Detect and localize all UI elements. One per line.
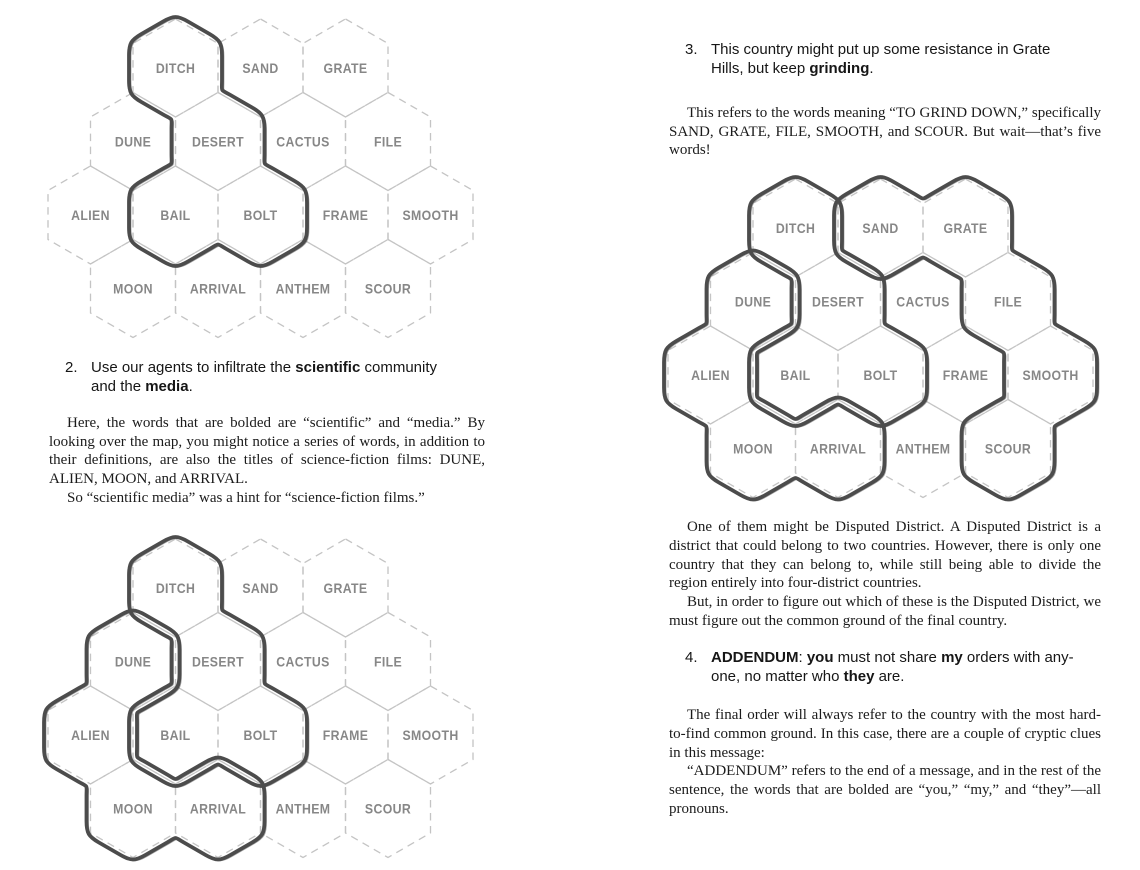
paragraph-block-disputed — [669, 518, 1101, 630]
hex-label-desert: DESERT — [191, 133, 245, 150]
hex-label-group-frame — [323, 207, 369, 223]
hex-label-group-moon — [733, 441, 773, 457]
hex-label-anthem: ANTHEM — [275, 800, 331, 817]
bold-keyword: they — [843, 668, 875, 686]
paragraph-block-left — [49, 414, 485, 508]
text-segment: Use our agents to infiltrate the — [91, 359, 296, 376]
hex-label-group-sand — [862, 220, 898, 236]
hex-label-group-bail — [160, 207, 190, 223]
hex-label-frame: FRAME — [322, 207, 369, 224]
right-page-column — [669, 0, 1101, 819]
hex-label-group-arrival — [810, 441, 866, 457]
map-two-countries — [39, 520, 483, 870]
hex-label-group-bail — [780, 367, 810, 383]
bold-keyword: ADDENDUM — [711, 649, 799, 667]
hex-label-anthem: ANTHEM — [275, 280, 331, 297]
hex-label-moon: MOON — [113, 800, 153, 817]
paragraph: “ADDENDUM” refers to the end of a message, and in the rest of the sentence, the words that are bolded are “you,” “my,” and “they”—all pronouns. — [669, 763, 1101, 817]
hex-label-grate: GRATE — [943, 220, 988, 237]
hex-label-grate: GRATE — [323, 60, 368, 77]
hex-label-group-alien — [691, 367, 730, 383]
hex-label-group-dune — [735, 294, 771, 310]
hex-label-group-frame — [323, 727, 369, 743]
bold-keyword: media — [145, 378, 189, 395]
text-segment: must not share — [833, 649, 942, 667]
hex-label-group-cactus — [276, 653, 329, 669]
paragraph: So “scientific media” was a hint for “science-fiction films.” — [67, 489, 425, 506]
hex-label-group-file — [374, 134, 402, 150]
hex-label-group-desert — [192, 134, 244, 150]
hex-label-alien: ALIEN — [71, 726, 110, 743]
hex-label-alien: ALIEN — [691, 367, 730, 384]
bold-keyword: my — [941, 649, 963, 667]
hex-label-grate: GRATE — [323, 579, 368, 596]
hex-label-group-anthem — [276, 800, 331, 816]
hex-label-group-grate — [324, 60, 368, 76]
hex-label-group-cactus — [896, 294, 949, 310]
hex-label-desert: DESERT — [191, 653, 245, 670]
hex-label-group-bolt — [864, 367, 898, 383]
hex-label-scour: SCOUR — [364, 280, 412, 297]
hex-label-group-bolt — [244, 727, 278, 743]
text-segment: community — [360, 359, 437, 376]
hex-label-group-anthem — [276, 281, 331, 297]
text-segment: This country might put up some resistance in Grate — [711, 41, 1051, 58]
hex-label-sand: SAND — [242, 579, 279, 596]
hex-label-smooth: SMOOTH — [402, 726, 459, 743]
map-three-countries — [659, 160, 1103, 514]
hex-label-group-grate — [944, 220, 988, 236]
hex-label-anthem: ANTHEM — [895, 440, 951, 457]
text-line — [711, 667, 1101, 686]
hex-label-alien: ALIEN — [71, 207, 110, 224]
hex-label-group-ditch — [156, 580, 195, 596]
text-segment: : — [798, 649, 807, 667]
hex-label-group-dune — [115, 653, 151, 669]
hex-label-ditch: DITCH — [155, 579, 196, 596]
text-segment: are. — [874, 668, 905, 686]
hex-label-file: FILE — [373, 133, 403, 150]
hex-label-dune: DUNE — [114, 133, 152, 150]
bold-keyword: you — [806, 649, 834, 667]
text-line — [711, 648, 1101, 667]
paragraph: Here, the words that are bolded are “scientific” and “media.” By looking over the map, you might notice a series of words, in addition to their definitions, are also the titles of science-fiction films: DUNE, ALIEN, MOON, and ARRIVAL. — [49, 415, 485, 488]
hex-label-sand: SAND — [862, 220, 899, 237]
hex-label-dune: DUNE — [114, 653, 152, 670]
hex-label-group-anthem — [896, 441, 951, 457]
text-segment: Hills, but keep — [711, 60, 810, 77]
hex-label-desert: DESERT — [811, 293, 865, 310]
hex-label-group-scour — [985, 441, 1031, 457]
hex-label-scour: SCOUR — [364, 800, 412, 817]
text-segment: . — [188, 378, 193, 395]
hex-label-group-bolt — [244, 207, 278, 223]
hex-label-frame: FRAME — [322, 726, 369, 743]
hex-label-group-scour — [365, 800, 411, 816]
hex-label-group-frame — [943, 367, 989, 383]
hex-label-bolt: BOLT — [243, 207, 278, 224]
hex-map-diagram-2 — [39, 520, 485, 870]
hex-label-group-moon — [113, 281, 153, 297]
hex-label-group-ditch — [776, 220, 815, 236]
hex-label-bail: BAIL — [160, 207, 191, 224]
hex-label-frame: FRAME — [942, 367, 989, 384]
hex-label-group-smooth — [402, 207, 458, 223]
text-line — [711, 40, 1101, 59]
hex-map-diagram-1 — [39, 0, 485, 354]
left-page-column — [49, 0, 485, 870]
hex-label-group-bail — [160, 727, 190, 743]
hex-label-group-sand — [242, 60, 278, 76]
hex-label-ditch: DITCH — [775, 220, 816, 237]
list-item-4 — [669, 648, 1101, 686]
hex-label-moon: MOON — [113, 280, 153, 297]
hex-label-ditch: DITCH — [155, 60, 196, 77]
hex-label-file: FILE — [993, 293, 1023, 310]
item-number: 4. — [685, 649, 698, 667]
hex-label-scour: SCOUR — [984, 440, 1032, 457]
bold-keyword: grinding — [809, 60, 870, 77]
hex-label-file: FILE — [373, 653, 403, 670]
hex-label-group-arrival — [190, 281, 246, 297]
hex-label-smooth: SMOOTH — [1022, 367, 1079, 384]
hex-label-cactus: CACTUS — [896, 293, 950, 310]
text-segment: and the — [91, 378, 146, 395]
hex-label-sand: SAND — [242, 60, 279, 77]
hex-label-group-file — [374, 653, 402, 669]
text-segment: . — [869, 60, 874, 77]
hex-label-group-cactus — [276, 134, 329, 150]
hex-label-moon: MOON — [733, 440, 773, 457]
hex-label-arrival: ARRIVAL — [809, 440, 867, 457]
paragraph: This refers to the words meaning “TO GRIND DOWN,” specifically SAND, GRATE, FILE, SMOOTH, and SCOUR. But wait—that’s five words! — [669, 105, 1101, 159]
map-first-country — [39, 0, 483, 354]
item-number: 3. — [685, 41, 698, 58]
hex-label-cactus: CACTUS — [276, 133, 330, 150]
paragraph-block-addendum — [669, 706, 1101, 818]
hex-label-group-sand — [242, 580, 278, 596]
list-item-2 — [49, 358, 485, 396]
hex-label-smooth: SMOOTH — [402, 207, 459, 224]
list-item-3 — [669, 40, 1101, 78]
hex-label-group-desert — [192, 653, 244, 669]
hex-label-group-file — [994, 294, 1022, 310]
hex-label-group-smooth — [1022, 367, 1078, 383]
paragraph-block-grind — [669, 104, 1101, 160]
hex-label-group-ditch — [156, 60, 195, 76]
hex-label-group-moon — [113, 800, 153, 816]
hex-label-bolt: BOLT — [863, 367, 898, 384]
bold-keyword: scientific — [295, 359, 361, 376]
hex-label-arrival: ARRIVAL — [189, 800, 247, 817]
hex-label-group-desert — [812, 294, 864, 310]
hex-label-group-alien — [71, 207, 110, 223]
text-segment: one, no matter who — [711, 668, 844, 686]
hex-label-bail: BAIL — [780, 367, 811, 384]
hex-label-dune: DUNE — [734, 293, 772, 310]
hex-map-diagram-3 — [659, 160, 1101, 514]
paragraph: But, in order to figure out which of these is the Disputed District, we must figure out the common ground of the final country. — [669, 593, 1101, 629]
text-line — [91, 377, 485, 396]
text-line — [711, 59, 1101, 78]
hex-label-arrival: ARRIVAL — [189, 280, 247, 297]
hex-label-cactus: CACTUS — [276, 653, 330, 670]
hex-label-bail: BAIL — [160, 726, 191, 743]
paragraph: One of them might be Disputed District. A Disputed District is a district that could belong to two countries. However, there is only one country that they can belong to, while still being able to divide the region entirely into four-district countries. — [669, 519, 1101, 592]
item-number: 2. — [65, 359, 78, 376]
hex-label-group-scour — [365, 281, 411, 297]
text-line — [91, 358, 485, 377]
hex-label-bolt: BOLT — [243, 726, 278, 743]
hex-label-group-grate — [324, 580, 368, 596]
hex-label-group-smooth — [402, 727, 458, 743]
hex-label-group-dune — [115, 134, 151, 150]
hex-label-group-arrival — [190, 800, 246, 816]
paragraph: The final order will always refer to the country with the most hard-to-find common ground. In this case, there are a couple of cryptic clues in this message: — [669, 707, 1101, 761]
hex-label-group-alien — [71, 727, 110, 743]
text-segment: orders with any- — [962, 649, 1074, 667]
